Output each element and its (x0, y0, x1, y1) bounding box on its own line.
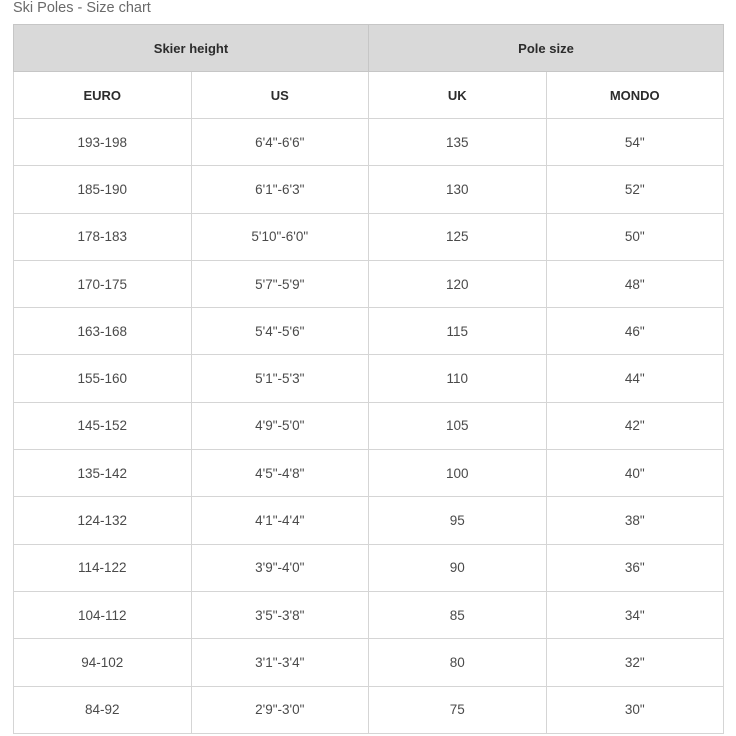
column-header-mondo: MONDO (546, 72, 724, 119)
table-cell-mondo: 34" (546, 591, 724, 638)
table-cell-euro: 94-102 (14, 639, 192, 686)
table-cell-euro: 145-152 (14, 402, 192, 449)
table-cell-uk: 100 (369, 450, 547, 497)
table-row (14, 497, 724, 544)
table-cell-us: 5'10"-6'0" (191, 213, 369, 260)
table-cell-uk: 115 (369, 308, 547, 355)
table-row (14, 450, 724, 497)
table-cell-mondo: 38" (546, 497, 724, 544)
table-cell-mondo: 30" (546, 686, 724, 733)
table-cell-mondo: 36" (546, 544, 724, 591)
table-cell-uk: 130 (369, 166, 547, 213)
column-header-row (14, 72, 724, 119)
table-cell-euro: 84-92 (14, 686, 192, 733)
table-cell-us: 5'1"-5'3" (191, 355, 369, 402)
table-cell-mondo: 52" (546, 166, 724, 213)
table-cell-euro: 114-122 (14, 544, 192, 591)
table-cell-us: 5'4"-5'6" (191, 308, 369, 355)
table-cell-us: 4'1"-4'4" (191, 497, 369, 544)
table-row (14, 544, 724, 591)
table-row (14, 639, 724, 686)
column-header-euro: EURO (14, 72, 192, 119)
table-cell-uk: 95 (369, 497, 547, 544)
table-cell-euro: 193-198 (14, 119, 192, 166)
table-cell-uk: 75 (369, 686, 547, 733)
table-cell-euro: 185-190 (14, 166, 192, 213)
table-cell-mondo: 48" (546, 260, 724, 307)
table-cell-euro: 170-175 (14, 260, 192, 307)
table-row (14, 166, 724, 213)
table-row (14, 260, 724, 307)
table-cell-uk: 105 (369, 402, 547, 449)
table-cell-euro: 104-112 (14, 591, 192, 638)
size-chart-table (13, 24, 724, 734)
table-cell-uk: 135 (369, 119, 547, 166)
table-row (14, 355, 724, 402)
table-cell-us: 3'1"-3'4" (191, 639, 369, 686)
table-row (14, 402, 724, 449)
table-cell-mondo: 46" (546, 308, 724, 355)
table-row (14, 119, 724, 166)
table-cell-uk: 90 (369, 544, 547, 591)
table-cell-us: 3'9"-4'0" (191, 544, 369, 591)
table-cell-euro: 124-132 (14, 497, 192, 544)
table-cell-us: 4'5"-4'8" (191, 450, 369, 497)
table-cell-uk: 85 (369, 591, 547, 638)
column-header-us: US (191, 72, 369, 119)
table-cell-us: 4'9"-5'0" (191, 402, 369, 449)
page-title: Ski Poles - Size chart (13, 0, 151, 16)
table-cell-mondo: 42" (546, 402, 724, 449)
column-header-uk: UK (369, 72, 547, 119)
table-cell-us: 5'7"-5'9" (191, 260, 369, 307)
table-cell-uk: 125 (369, 213, 547, 260)
table-cell-mondo: 50" (546, 213, 724, 260)
table-row (14, 686, 724, 733)
table-cell-us: 2'9"-3'0" (191, 686, 369, 733)
table-cell-mondo: 40" (546, 450, 724, 497)
table-cell-mondo: 32" (546, 639, 724, 686)
table-cell-us: 3'5"-3'8" (191, 591, 369, 638)
table-row (14, 213, 724, 260)
table-cell-us: 6'1"-6'3" (191, 166, 369, 213)
table-cell-euro: 135-142 (14, 450, 192, 497)
table-cell-uk: 80 (369, 639, 547, 686)
table-row (14, 308, 724, 355)
table-cell-euro: 163-168 (14, 308, 192, 355)
table-cell-mondo: 44" (546, 355, 724, 402)
table-cell-uk: 120 (369, 260, 547, 307)
group-header-skier-height: Skier height (14, 25, 369, 72)
group-header-pole-size: Pole size (369, 25, 724, 72)
table-cell-uk: 110 (369, 355, 547, 402)
table-cell-mondo: 54" (546, 119, 724, 166)
table-row (14, 591, 724, 638)
table-cell-euro: 155-160 (14, 355, 192, 402)
group-header-row (14, 25, 724, 72)
table-cell-us: 6'4"-6'6" (191, 119, 369, 166)
table-cell-euro: 178-183 (14, 213, 192, 260)
